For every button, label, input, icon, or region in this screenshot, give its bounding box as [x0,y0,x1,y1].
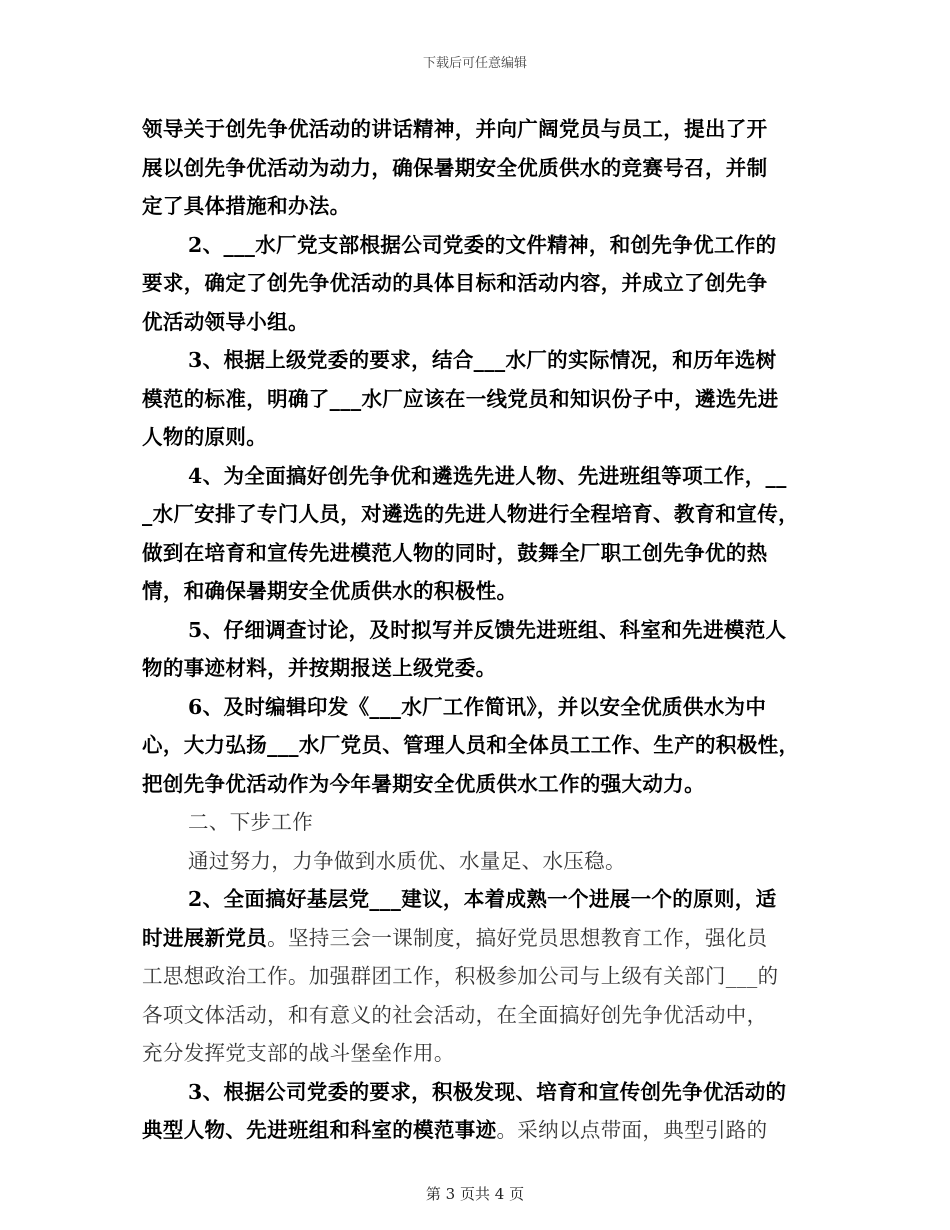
text-line [142,919,810,958]
paragraph-7 [142,842,810,881]
section-heading [142,803,810,842]
text-line: 物的事迹材料，并按期报送上级党委。 [142,656,497,680]
text-line [142,1073,810,1112]
text-line: 情，和确保暑期安全优质供水的积极性。 [142,579,518,603]
text-run-bold: 3、根据公司党委的要求，积极发现、培育和宣传创先争优活动的 [188,1079,787,1104]
text-line: 心，大力弘扬___水厂党员、管理人员和全体员工工作、生产的积极性， [142,733,800,757]
text-line: 模范的标准，明确了___水厂应该在一线党员和知识份子中，遴选先进 [142,386,779,411]
page-header: 下载后可任意编辑 [422,56,527,71]
text-line: 定了具体措施和办法。 [142,194,351,218]
text-run: 充分发挥党支部的战斗堡垒作用。 [142,1041,455,1065]
paragraph-4 [142,457,810,611]
text-line: 要求，确定了创先争优活动的具体目标和活动内容，并成立了创先争 [142,271,768,295]
text-line: 优活动领导小组。 [142,309,309,334]
paragraph-5 [142,611,810,688]
text-line: 人物的原则。 [142,425,268,449]
text-line: 领导关于创先争优活动的讲话精神，并向广阔党员与员工，提出了开 [142,117,768,141]
paragraph-9 [142,1073,810,1150]
text-line [142,880,810,919]
text-line: 2、___水厂党支部根据公司党委的文件精神，和创先争优工作的 [188,232,777,257]
text-line: 展以创先争优活动为动力，确保暑期安全优质供水的竞赛号召，并制 [142,155,768,180]
document-body [142,110,810,1150]
text-run-bold: 典型人物、先进班组和科室的模范事迹 [142,1118,497,1142]
text-line [142,1111,810,1150]
text-run: 各项文体活动，和有意义的社会活动，在全面搞好创先争优活动中， [142,1002,768,1027]
page-footer: 第 3 页共 4 页 [425,1185,525,1203]
text-line [142,957,810,996]
text-run-bold: 时进展新党员 [142,925,268,950]
paragraph-6 [142,688,810,804]
text-line: 5、仔细调查讨论，及时拟写并反馈先进班组、科室和先进模范人 [188,617,787,642]
text-run: 。坚持三会一课制度，搞好党员思想教育工作，强化员 [267,925,768,950]
text-line: 做到在培育和宣传先进模范人物的同时，鼓舞全厂职工创先争优的热 [142,540,768,565]
text-run-bold: 2、全面搞好基层党___建议，本着成熟一个进展一个的原则，适 [188,887,777,911]
paragraph-1 [142,110,810,226]
text-line [142,996,810,1035]
text-line: 4、为全面搞好创先争优和遴选先进人物、先进班组等项工作，__ [188,463,787,488]
text-line [142,1034,810,1073]
text-run: 工思想政治工作。加强群团工作，积极参加公司与上级有关部门___的 [142,964,779,988]
text-line: 6、及时编辑印发《___水厂工作简讯》，并以安全优质供水为中 [188,694,767,719]
text-line: 把创先争优活动作为今年暑期安全优质供水工作的强大动力。 [142,771,705,796]
text-line: 3、根据上级党委的要求，结合___水厂的实际情况，和历年选树 [188,348,777,372]
text-line: 通过努力，力争做到水质优、水量足、水压稳。 [188,848,626,873]
text-line: _水厂安排了专门人员，对遴选的先进人物进行全程培育、教育和宣传， [142,502,799,526]
text-run: 。采纳以点带面，典型引路的 [496,1118,768,1142]
section-title: 二、下步工作 [188,810,314,834]
paragraph-8 [142,880,810,1073]
paragraph-2 [142,226,810,342]
paragraph-3 [142,341,810,457]
